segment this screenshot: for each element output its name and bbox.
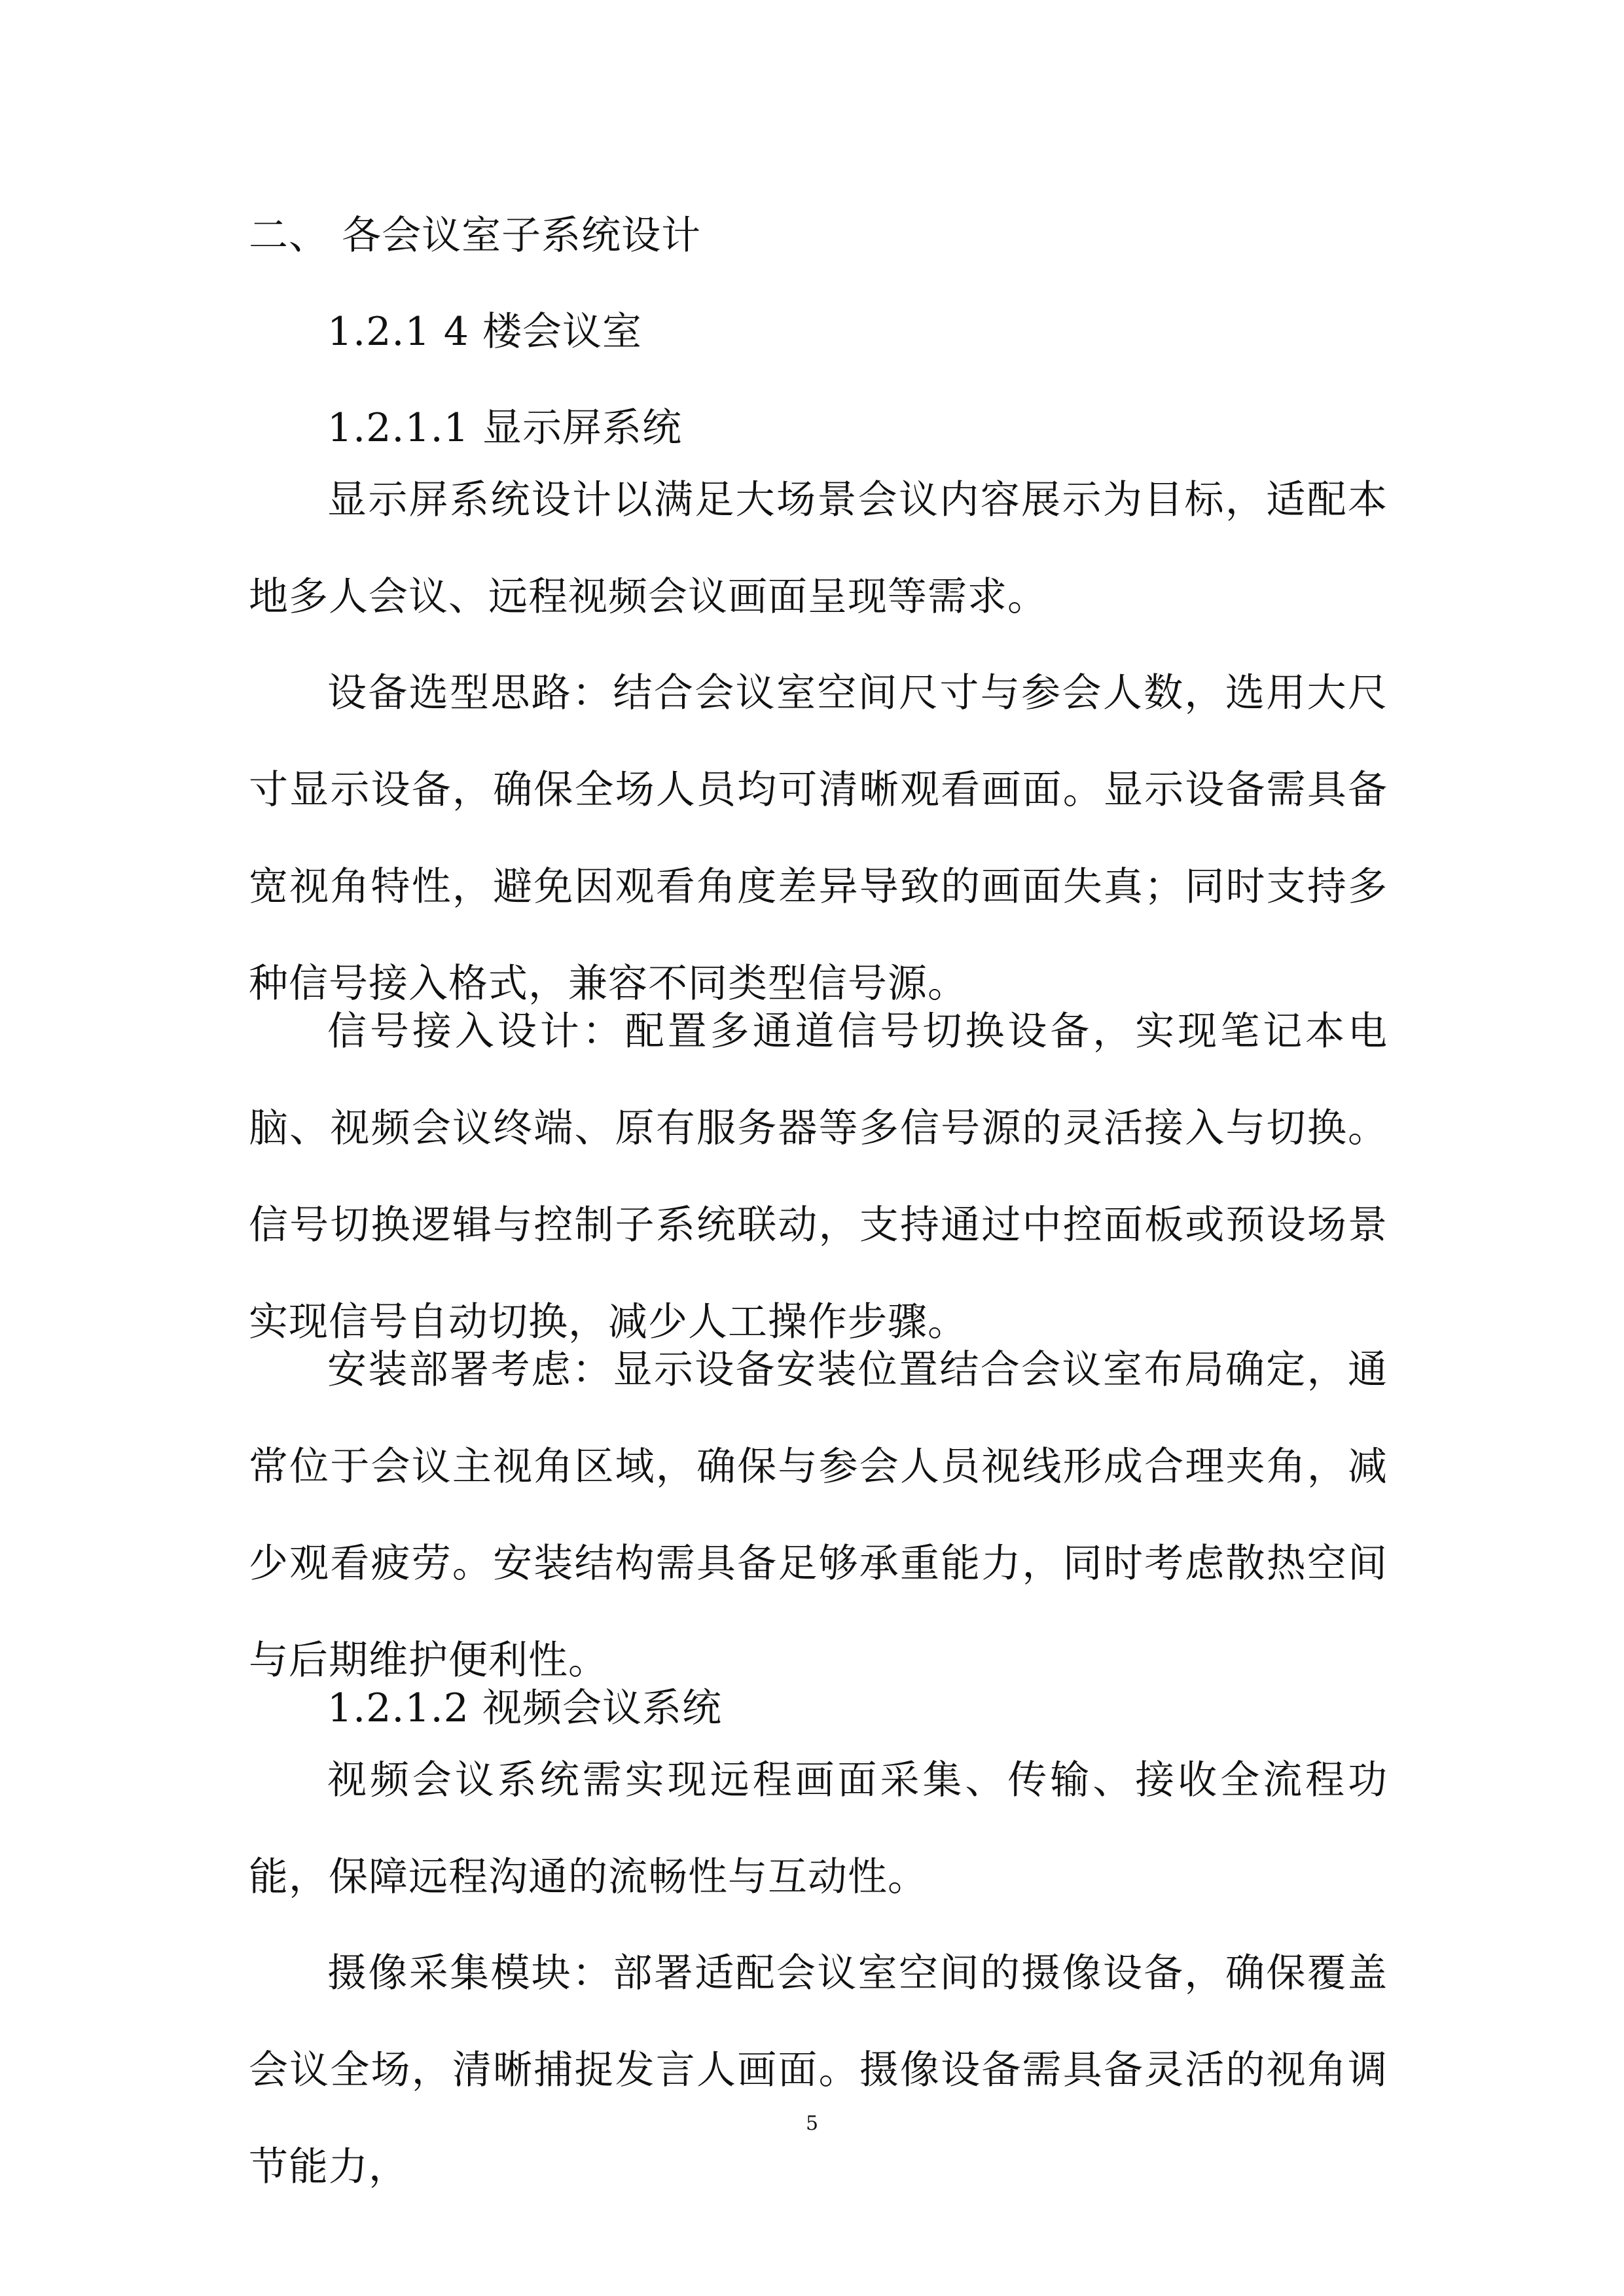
paragraph-camera: 摄像采集模块：部署适配会议室空间的摄像设备，确保覆盖会议全场，清晰捕捉发言人画面。摄像设备需具备灵活的视角调节能力， bbox=[249, 1950, 1388, 2190]
paragraph-video-intro: 视频会议系统需实现远程画面采集、传输、接收全流程功能，保障远程沟通的流畅性与互动性。 bbox=[249, 1757, 1388, 1900]
paragraph-display-intro: 显示屏系统设计以满足大场景会议内容展示为目标，适配本地多人会议、远程视频会议画面呈现等需求。 bbox=[249, 477, 1388, 620]
paragraph-installation: 安装部署考虑：显示设备安装位置结合会议室布局确定，通常位于会议主视角区域，确保与参会人员视线形成合理夹角，减少观看疲劳。安装结构需具备足够承重能力，同时考虑散热空间与后期维护便利性。 bbox=[249, 1347, 1388, 1683]
section-heading: 二、 各会议室子系统设计 bbox=[249, 213, 702, 259]
page-number: 5 bbox=[805, 2112, 819, 2135]
subsection-heading-4f-meeting-room: 1.2.1 4 楼会议室 bbox=[327, 309, 642, 355]
paragraph-device-selection: 设备选型思路：结合会议室空间尺寸与参会人数，选用大尺寸显示设备，确保全场人员均可清晰观看画面。显示设备需具备宽视角特性，避免因观看角度差异导致的画面失真；同时支持多种信号接入格式，兼容不同类型信号源。 bbox=[249, 670, 1388, 1007]
subsection-heading-display-system: 1.2.1.1 显示屏系统 bbox=[327, 405, 682, 451]
subsection-heading-video-conference: 1.2.1.2 视频会议系统 bbox=[327, 1685, 722, 1731]
paragraph-signal-access: 信号接入设计：配置多通道信号切换设备，实现笔记本电脑、视频会议终端、原有服务器等多信号源的灵活接入与切换。信号切换逻辑与控制子系统联动，支持通过中控面板或预设场景实现信号自动切换，减少人工操作步骤。 bbox=[249, 1009, 1388, 1345]
